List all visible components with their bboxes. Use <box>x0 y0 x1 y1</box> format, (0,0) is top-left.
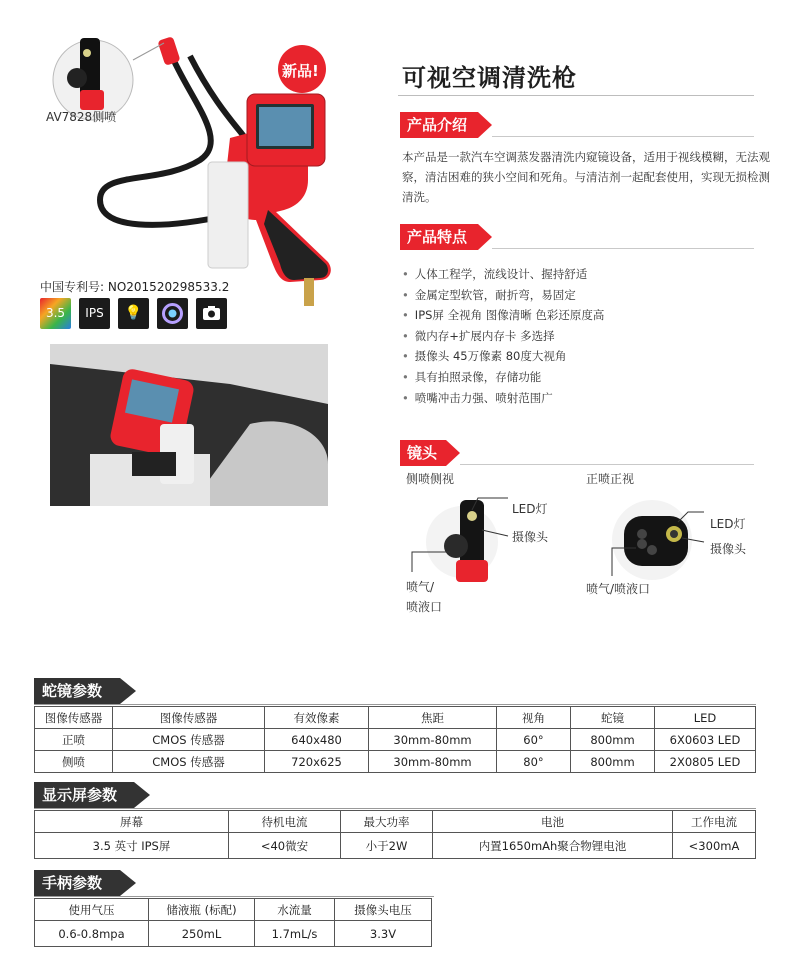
section-tag-screen-params: 显示屏参数 <box>34 782 134 808</box>
side-nozzle-label-1: 喷气/ <box>406 580 435 594</box>
feature-list <box>402 264 604 408</box>
table-cell: 1.7mL/s <box>255 921 335 947</box>
header-cell: 图像传感器 <box>35 707 113 729</box>
table-cell: 800mm <box>571 729 655 751</box>
header-cell: 有效像素 <box>265 707 369 729</box>
table-cell: <300mA <box>673 833 756 859</box>
side-nozzle-label-2: 喷液口 <box>406 600 443 614</box>
table-cell: CMOS 传感器 <box>113 729 265 751</box>
header-cell: 工作电流 <box>673 811 756 833</box>
table-cell: 720x625 <box>265 751 369 773</box>
header-cell: 图像传感器 <box>113 707 265 729</box>
header-cell: 最大功率 <box>341 811 433 833</box>
side-led-label: LED灯 <box>512 502 548 516</box>
table-cell: 30mm-80mm <box>369 729 497 751</box>
table-cell: 800mm <box>571 751 655 773</box>
scope-params-table <box>34 706 756 773</box>
table-cell: 2X0805 LED <box>655 751 756 773</box>
screen-params-table <box>34 810 756 859</box>
front-nozzle-label: 喷气/喷液口 <box>586 582 651 596</box>
table-cell: 30mm-80mm <box>369 751 497 773</box>
table-cell: <40微安 <box>229 833 341 859</box>
lens-side-label: 侧喷侧视 <box>406 472 455 486</box>
table-cell: 6X0603 LED <box>655 729 756 751</box>
side-camera-label: 摄像头 <box>512 530 549 544</box>
header-cell: 待机电流 <box>229 811 341 833</box>
usage-photo-art <box>50 344 328 506</box>
list-item: • IPS屏 全视角 图像清晰 色彩还原度高 <box>402 305 604 326</box>
front-led-label: LED灯 <box>710 517 746 531</box>
handle-tag-rule <box>34 896 434 897</box>
photo-camera-icon <box>196 298 227 329</box>
table-header-row <box>35 707 756 729</box>
list-item: • 摄像头 45万像素 80度大视角 <box>402 346 604 367</box>
header-cell: 电池 <box>433 811 673 833</box>
section-tag-handle-params: 手柄参数 <box>34 870 120 896</box>
table-cell: 侧喷 <box>35 751 113 773</box>
section-tag-lens: 镜头 <box>400 440 446 466</box>
section-line-features <box>492 248 754 249</box>
table-cell: 正喷 <box>35 729 113 751</box>
table-row <box>35 921 432 947</box>
table-cell: 3.3V <box>335 921 432 947</box>
front-camera-label: 摄像头 <box>710 542 747 556</box>
table-cell: 0.6-0.8mpa <box>35 921 149 947</box>
table-cell: CMOS 传感器 <box>113 751 265 773</box>
header-cell: 焦距 <box>369 707 497 729</box>
table-cell: 80° <box>497 751 571 773</box>
new-badge: 新品! <box>282 62 319 80</box>
ips-icon: IPS <box>79 298 110 329</box>
list-item: • 喷嘴冲击力强、喷射范围广 <box>402 388 604 409</box>
product-image <box>40 20 360 310</box>
table-header-row <box>35 811 756 833</box>
table-cell: 250mL <box>149 921 255 947</box>
camera-lens-icon <box>157 298 188 329</box>
header-cell: 摄像头电压 <box>335 899 432 921</box>
table-cell: 640x480 <box>265 729 369 751</box>
lens-front-label: 正喷正视 <box>586 472 635 486</box>
handle-params-table <box>34 898 432 947</box>
header-cell: 储液瓶 (标配) <box>149 899 255 921</box>
intro-text: 本产品是一款汽车空调蒸发器清洗内窥镜设备，适用于视线模糊，无法观察，清洁困难的狭小空间和死角。与清洁剂一起配套使用，实现无损检测清洗。 <box>402 150 770 204</box>
header-cell: 水流量 <box>255 899 335 921</box>
feature-icons <box>40 298 240 330</box>
led-bulb-icon: 💡 <box>118 298 149 329</box>
header-cell: LED <box>655 707 756 729</box>
table-header-row <box>35 899 432 921</box>
section-tag-features: 产品特点 <box>400 224 478 250</box>
table-cell: 3.5 英寸 IPS屏 <box>35 833 229 859</box>
header-cell: 使用气压 <box>35 899 149 921</box>
section-tag-intro: 产品介绍 <box>400 112 478 138</box>
section-line-lens <box>460 464 754 465</box>
header-cell: 视角 <box>497 707 571 729</box>
table-cell: 小于2W <box>341 833 433 859</box>
product-caption-side: AV7828侧喷 <box>46 110 117 124</box>
table-row <box>35 833 756 859</box>
screen-size-icon: 3.5 <box>40 298 71 329</box>
section-tag-scope-params: 蛇镜参数 <box>34 678 120 704</box>
list-item: • 人体工程学，流线设计、握持舒适 <box>402 264 604 285</box>
table-cell: 60° <box>497 729 571 751</box>
table-row <box>35 751 756 773</box>
header-cell: 屏幕 <box>35 811 229 833</box>
scope-tag-rule <box>34 704 756 705</box>
list-item: • 金属定型软管，耐折弯，易固定 <box>402 285 604 306</box>
front-lens-diagram <box>586 498 716 588</box>
list-item: • 微内存+扩展内存卡 多选择 <box>402 326 604 347</box>
page-title: 可视空调清洗枪 <box>402 64 577 92</box>
header-cell: 蛇镜 <box>571 707 655 729</box>
table-cell: 内置1650mAh聚合物锂电池 <box>433 833 673 859</box>
patent-number: 中国专利号: NO201520298533.2 <box>40 280 230 294</box>
usage-photo <box>50 344 328 506</box>
section-line-intro <box>492 136 754 137</box>
screen-tag-rule <box>34 808 756 809</box>
list-item: • 具有拍照录像，存储功能 <box>402 367 604 388</box>
table-row <box>35 729 756 751</box>
